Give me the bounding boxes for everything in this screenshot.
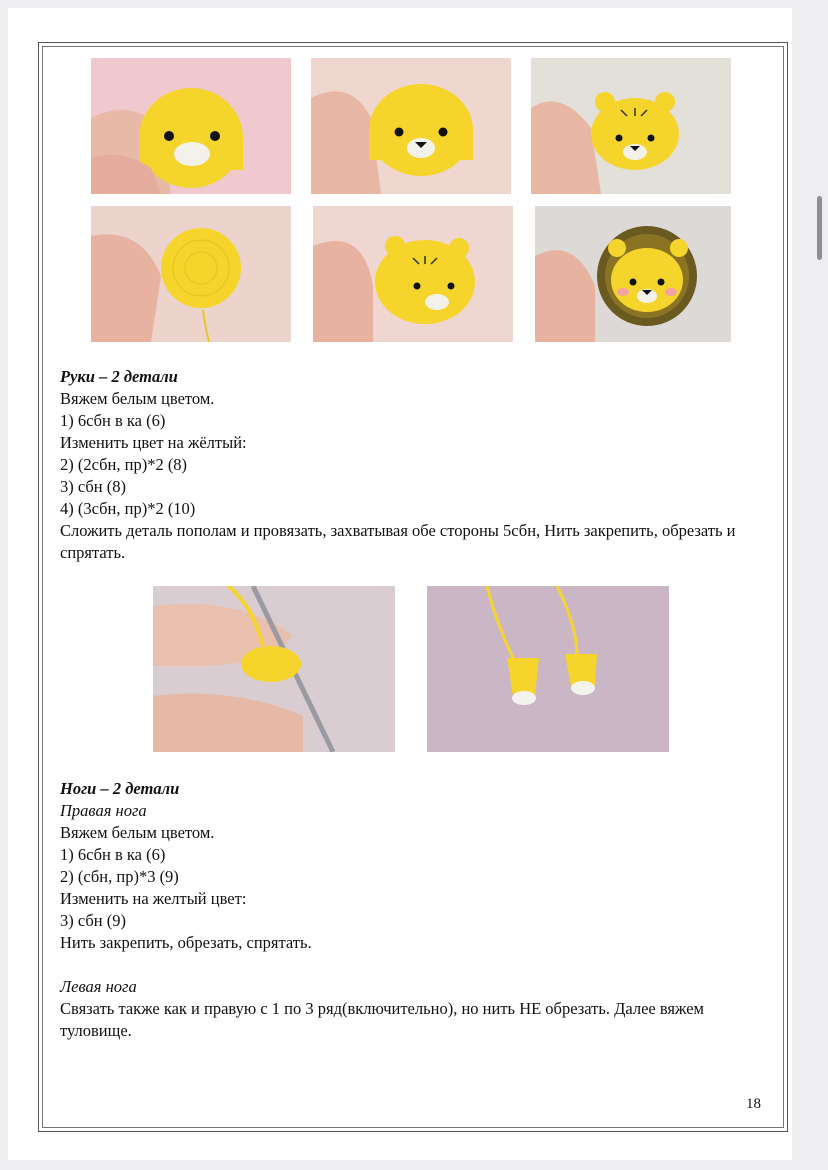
right-leg-line: Вяжем белым цветом.: [60, 823, 215, 842]
spacer: [60, 954, 775, 976]
legs-heading: Ноги – 2 детали: [60, 779, 180, 798]
photo-head-side: [313, 206, 513, 342]
arms-line: Вяжем белым цветом.: [60, 389, 215, 408]
arms-heading: Руки – 2 детали: [60, 367, 178, 386]
page-number: 18: [746, 1096, 761, 1112]
scrollbar[interactable]: [817, 196, 822, 260]
right-leg-line: 1) 6сбн в ка (6): [60, 845, 166, 864]
right-leg-line: 3) сбн (9): [60, 911, 126, 930]
right-leg-line: 2) (сбн, пр)*3 (9): [60, 867, 179, 886]
right-leg-line: Изменить на желтый цвет:: [60, 889, 247, 908]
document-page: [8, 8, 792, 1160]
legs-section: [60, 778, 775, 1042]
photo-arms-finished: [427, 586, 669, 752]
photo-head-plain: [91, 58, 291, 194]
photo-head-back: [91, 206, 291, 342]
right-leg-line: Нить закрепить, обрезать, спрятать.: [60, 933, 312, 952]
arms-line: 1) 6сбн в ка (6): [60, 411, 166, 430]
photo-arm-crochet: [153, 586, 395, 752]
arms-line: 3) сбн (8): [60, 477, 126, 496]
left-leg-subheading: Левая нога: [60, 977, 137, 996]
arms-section: [60, 366, 775, 564]
photo-head-mane: [535, 206, 731, 342]
photo-head-ears: [531, 58, 731, 194]
arms-line: 2) (2сбн, пр)*2 (8): [60, 455, 188, 474]
arms-line: Сложить деталь пополам и провязать, захватывая обе стороны 5сбн, Нить закрепить, обрезать и спрятать.: [60, 521, 736, 562]
left-leg-line: Связать также как и правую с 1 по 3 ряд(включительно), но нить НЕ обрезать. Далее вяжем туловище.: [60, 999, 704, 1040]
photo-head-nose: [311, 58, 511, 194]
right-leg-subheading: Правая нога: [60, 801, 147, 820]
arms-line: Изменить цвет на жёлтый:: [60, 433, 247, 452]
arms-line: 4) (3сбн, пр)*2 (10): [60, 499, 196, 518]
